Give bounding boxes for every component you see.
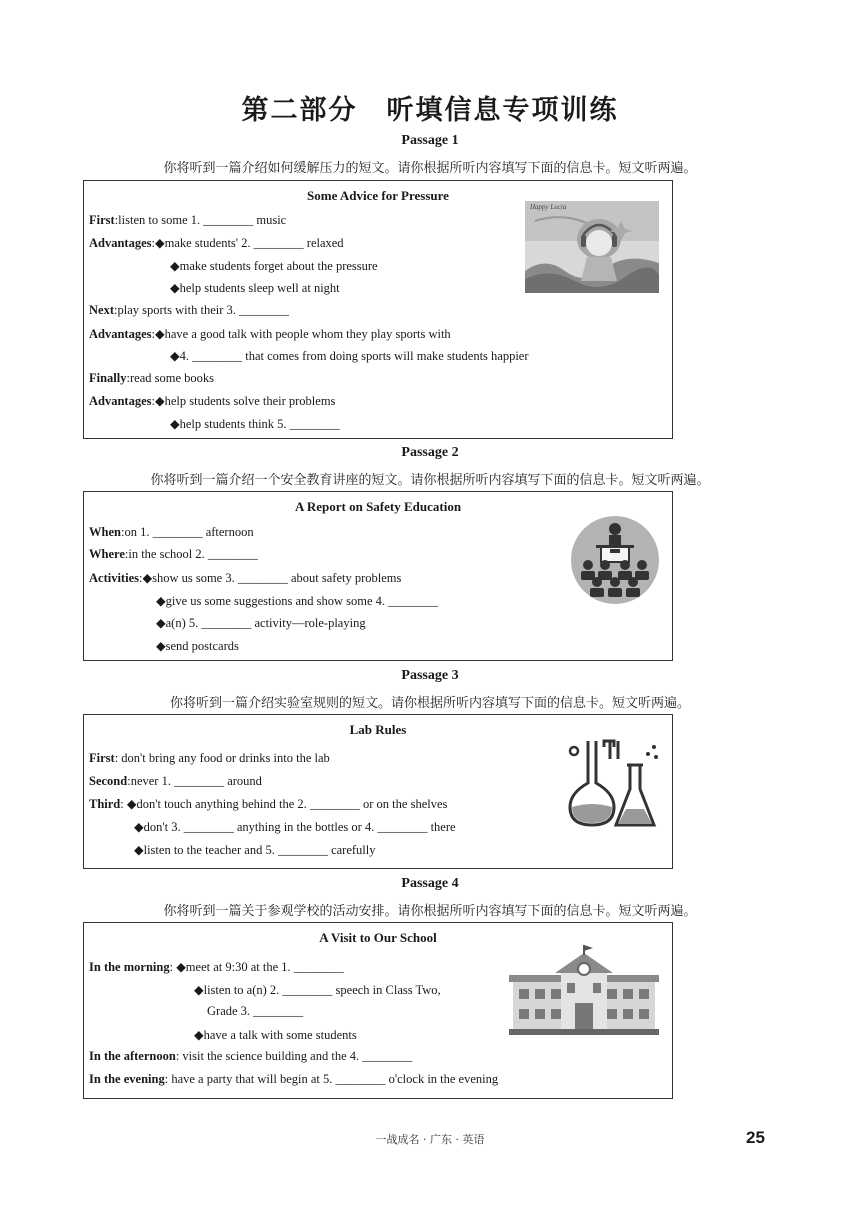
card-line: Second:never 1. ________ around	[89, 774, 262, 788]
passage-2-label: Passage 2	[401, 445, 459, 460]
card-line: ◆give us some suggestions and show some 4. ________	[156, 594, 439, 608]
card-line: First:listen to some 1. ________ music	[89, 213, 287, 227]
card-line: Advantages:◆have a good talk with people whom they play sports with	[89, 327, 451, 341]
card-title: A Report on Safety Education	[294, 499, 462, 514]
passage-1-card	[83, 180, 673, 439]
card-line: ◆listen to a(n) 2. ________ speech in Class Two,	[194, 983, 441, 997]
passage-3-intro: 你将听到一篇介绍实验室规则的短文。请你根据所听内容填写下面的信息卡。短文听两遍。	[169, 696, 690, 711]
card-line: In the evening: have a party that will begin at 5. ________ o'clock in the evening	[89, 1072, 499, 1086]
passage-2-card	[83, 491, 673, 661]
page-number: 25	[746, 1128, 765, 1147]
lab-flasks-illustration	[566, 737, 660, 827]
passage-2-intro: 你将听到一篇介绍一个安全教育讲座的短文。请你根据所听内容填写下面的信息卡。短文听两遍。	[150, 473, 710, 488]
card-line: ◆have a talk with some students	[194, 1028, 357, 1042]
card-line: ◆help students think 5. ________	[170, 417, 340, 431]
card-line: ◆don't 3. ________ anything in the bottles or 4. ________ there	[134, 820, 456, 834]
passage-1-label: Passage 1	[401, 133, 459, 148]
passage-4-label: Passage 4	[401, 876, 459, 891]
passage-3-card	[83, 714, 673, 869]
card-line: ◆a(n) 5. ________ activity—role-playing	[156, 616, 366, 630]
card-line: Advantages:◆help students solve their problems	[89, 394, 336, 408]
passage-1-intro: 你将听到一篇介绍如何缓解压力的短文。请你根据所听内容填写下面的信息卡。短文听两遍。	[163, 161, 697, 176]
card-line: ◆make students forget about the pressure	[170, 259, 378, 273]
section-title: 第二部分 听填信息专项训练	[241, 95, 619, 126]
card-line: ◆send postcards	[156, 639, 239, 653]
card-line: Third: ◆don't touch anything behind the 2. ________ or on the shelves	[89, 797, 448, 811]
card-line: ◆4. ________ that comes from doing sports will make students happier	[170, 349, 529, 363]
card-line: ◆help students sleep well at night	[170, 281, 340, 295]
card-title: Some Advice for Pressure	[307, 188, 449, 203]
headphones-girl-illustration	[525, 201, 659, 293]
card-line: Finally:read some books	[89, 371, 215, 385]
card-line: Grade 3. ________	[207, 1004, 304, 1018]
page-footer: 一战成名 · 广东 · 英语	[375, 1133, 485, 1146]
illustration-caption: Happy Lucia	[530, 203, 567, 211]
passage-4-intro: 你将听到一篇关于参观学校的活动安排。请你根据所听内容填写下面的信息卡。短文听两遍。	[163, 904, 697, 919]
lecture-illustration	[569, 516, 661, 604]
card-line: In the morning: ◆meet at 9:30 at the 1. ________	[89, 960, 344, 974]
card-line: Next:play sports with their 3. ________	[89, 303, 289, 317]
card-line: Advantages:◆make students' 2. ________ relaxed	[89, 236, 344, 250]
card-line: In the afternoon: visit the science building and the 4. ________	[89, 1049, 413, 1063]
card-line: Activities:◆show us some 3. ________ about safety problems	[89, 571, 402, 585]
card-title: A Visit to Our School	[319, 930, 437, 945]
card-line: ◆listen to the teacher and 5. ________ carefully	[134, 843, 376, 857]
school-building-illustration	[509, 945, 659, 1035]
passage-4-card	[83, 922, 673, 1099]
card-line: When:on 1. ________ afternoon	[89, 525, 254, 539]
card-line: Where:in the school 2. ________	[89, 547, 258, 561]
card-line: First: don't bring any food or drinks into the lab	[89, 751, 330, 765]
passage-3-label: Passage 3	[401, 668, 459, 683]
card-title: Lab Rules	[349, 722, 407, 737]
